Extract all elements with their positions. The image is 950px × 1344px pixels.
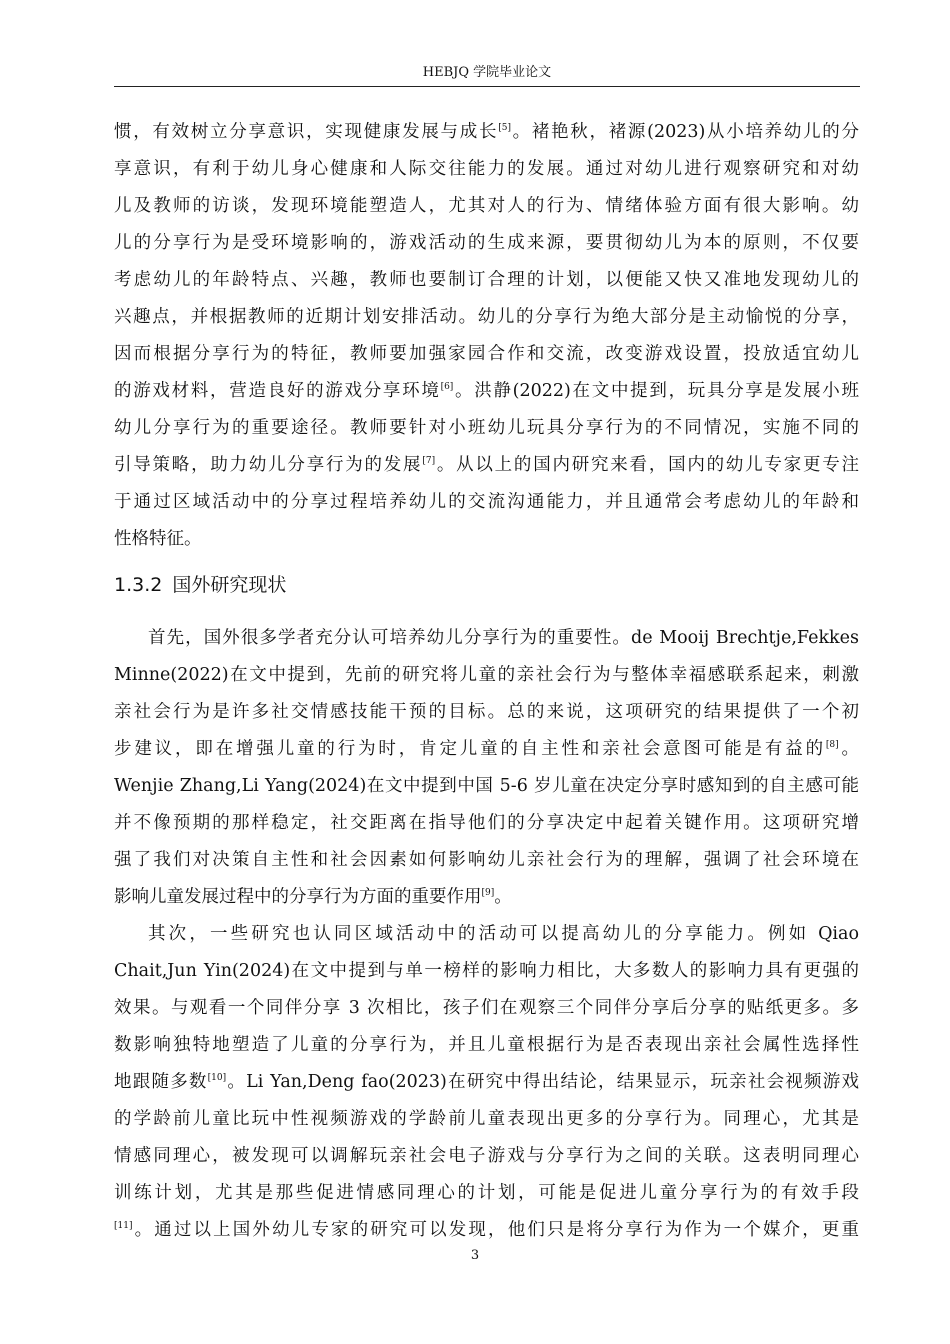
- para3-line: Chait,Jun Yin(2024)在文中提到与单一榜样的影响力相比，大多数人的影响力具有更强的: [114, 961, 859, 981]
- citation: [5]: [498, 123, 511, 133]
- citation: [11]: [114, 1221, 133, 1231]
- para1-line: 引导策略，助力幼儿分享行为的发展[7]。从以上的国内研究来看，国内的幼儿专家更专注: [114, 455, 860, 475]
- para2-line: 并不像预期的那样稳定，社交距离在指导他们的分享决定中起着关键作用。这项研究增: [114, 813, 859, 833]
- para3-line: 的学龄前儿童比玩中性视频游戏的学龄前儿童表现出更多的分享行为。同理心，尤其是: [114, 1109, 859, 1129]
- para2-line: Minne(2022)在文中提到，先前的研究将儿童的亲社会行为与整体幸福感联系起来，刺激: [114, 665, 859, 685]
- running-header: HEBJQ 学院毕业论文: [422, 65, 552, 80]
- para2-line: 强了我们对决策自主性和社会因素如何影响幼儿亲社会行为的理解，强调了社会环境在: [114, 850, 859, 870]
- para3-line: 数影响独特地塑造了儿童的分享行为，并且儿童根据行为是否表现出亲社会属性选择性: [114, 1035, 859, 1055]
- section-number: 1.3.2: [114, 574, 163, 596]
- para1-line: 幼儿分享行为的重要途径。教师要针对小班幼儿玩具分享行为的不同情况，实施不同的: [114, 418, 859, 438]
- para1-line: 兴趣点，并根据教师的近期计划安排活动。幼儿的分享行为绝大部分是主动愉悦的分享，: [114, 307, 859, 327]
- header-rule: [114, 86, 860, 87]
- para3-line: 地跟随多数[10]。Li Yan,Deng fao(2023)在研究中得出结论，结果显示，玩亲社会视频游戏: [114, 1072, 859, 1092]
- para1-line: 于通过区域活动中的分享过程培养幼儿的交流沟通能力，并且通常会考虑幼儿的年龄和: [114, 492, 859, 512]
- para1-line: 性格特征。: [114, 529, 202, 549]
- para2-line: 亲社会行为是许多社交情感技能干预的目标。总的来说，这项研究的结果提供了一个初: [114, 702, 859, 722]
- para1-line: 的游戏材料，营造良好的游戏分享环境[6]。洪静(2022)在文中提到，玩具分享是发展小班: [114, 381, 859, 401]
- para3-line: 训练计划，尤其是那些促进情感同理心的计划，可能是促进儿童分享行为的有效手段: [114, 1183, 859, 1203]
- para1-line: 儿的分享行为是受环境影响的，游戏活动的生成来源，要贯彻幼儿为本的原则，不仅要: [114, 233, 859, 253]
- citation: [7]: [422, 456, 436, 466]
- citation: [9]: [481, 888, 495, 898]
- para1-line: 儿及教师的访谈，发现环境能塑造人，尤其对人的行为、情绪体验方面有很大影响。幼: [114, 196, 859, 216]
- para1-line: 惯，有效树立分享意识，实现健康发展与成长[5]。褚艳秋，褚源(2023)从小培养幼儿的分: [114, 122, 859, 142]
- section-heading: [114, 572, 286, 598]
- para2-line: 首先，国外很多学者充分认可培养幼儿分享行为的重要性。de Mooij Brechtje,Fekkes: [148, 628, 859, 648]
- para3-line: 效果。与观看一个同伴分享 3 次相比，孩子们在观察三个同伴分享后分享的贴纸更多。多: [114, 998, 859, 1018]
- para3-line: 情感同理心，被发现可以调解玩亲社会电子游戏与分享行为之间的关联。这表明同理心: [114, 1146, 859, 1166]
- page-number: 3: [470, 1248, 480, 1263]
- para2-line: Wenjie Zhang,Li Yang(2024)在文中提到中国 5-6 岁儿童在决定分享时感知到的自主感可能: [114, 776, 859, 796]
- para1-line: 享意识，有利于幼儿身心健康和人际交往能力的发展。通过对幼儿进行观察研究和对幼: [114, 159, 859, 179]
- para2-line: 影响儿童发展过程中的分享行为方面的重要作用[9]。: [114, 887, 512, 907]
- para3-line: [11]。通过以上国外幼儿专家的研究可以发现，他们只是将分享行为作为一个媒介，更重: [114, 1220, 859, 1240]
- citation: [10]: [207, 1073, 227, 1083]
- para1-line: 因而根据分享行为的特征，教师要加强家园合作和交流，改变游戏设置，投放适宜幼儿: [114, 344, 859, 364]
- para2-line: 步建议，即在增强儿童的行为时，肯定儿童的自主性和亲社会意图可能是有益的[8]。: [114, 739, 860, 759]
- section-title: 国外研究现状: [172, 574, 287, 596]
- para3-line: 其次，一些研究也认同区域活动中的活动可以提高幼儿的分享能力。例如 Qiao: [148, 924, 859, 944]
- para1-line: 考虑幼儿的年龄特点、兴趣，教师也要制订合理的计划，以便能又快又准地发现幼儿的: [114, 270, 859, 290]
- citation: [8]: [825, 740, 839, 750]
- citation: [6]: [440, 382, 454, 392]
